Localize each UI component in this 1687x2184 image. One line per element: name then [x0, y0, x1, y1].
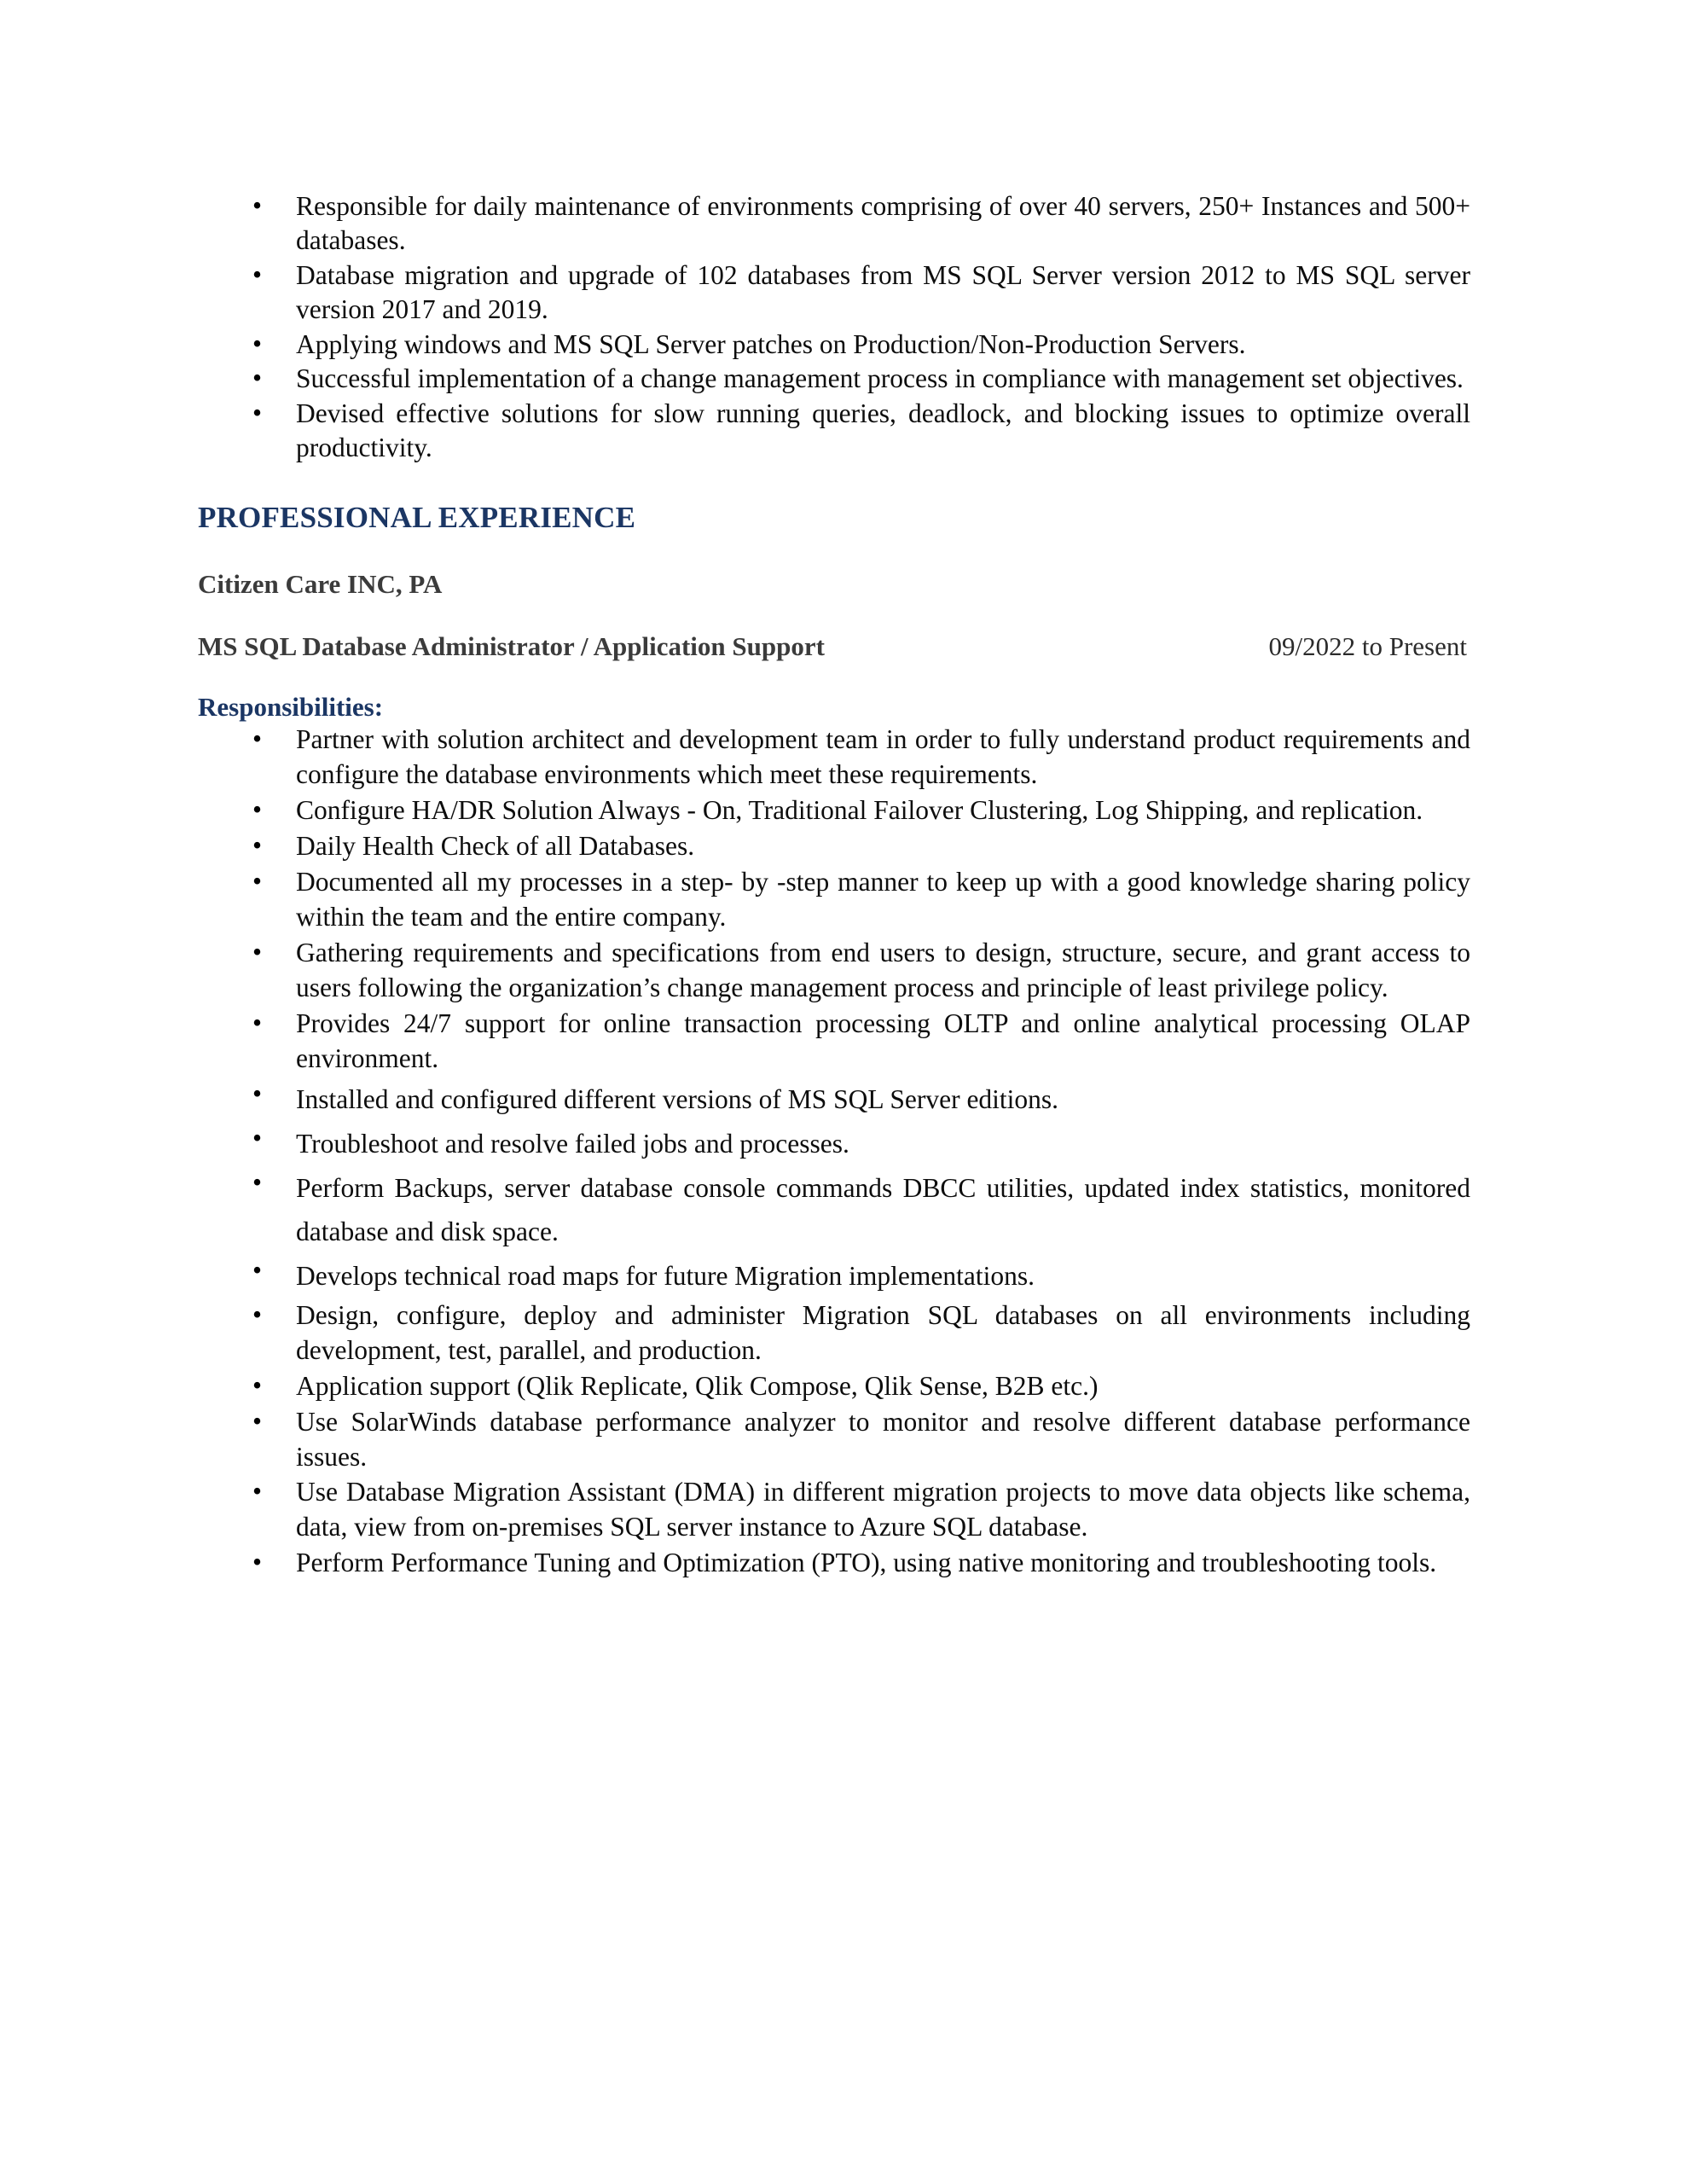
intro-bullet-item	[198, 328, 1470, 362]
responsibility-item	[198, 829, 1470, 864]
responsibility-item	[198, 1298, 1470, 1368]
responsibility-item	[198, 1254, 1470, 1298]
intro-bullet-item-text: • Database migration and upgrade of 102 databases from MS SQL Server version 2012 to MS SQL server version 2017 and 2019.	[296, 259, 1470, 325]
section-heading-professional-experience: PROFESSIONAL EXPERIENCE	[198, 500, 636, 534]
responsibility-item	[198, 1405, 1470, 1475]
responsibility-item-text: • Daily Health Check of all Databases.	[296, 831, 695, 862]
responsibility-item-text: • Use Database Migration Assistant (DMA) in different migration projects to move data objects like schema, data, view from on-premises SQL server instance to Azure SQL database.	[296, 1477, 1470, 1542]
responsibility-item	[198, 1369, 1470, 1404]
responsibility-item	[198, 1475, 1470, 1545]
responsibility-item-text: • Partner with solution architect and development team in order to fully understand product requirements and configure the database environments which meet these requirements.	[296, 724, 1470, 790]
page-content	[198, 189, 1470, 1582]
responsibility-item	[198, 1077, 1470, 1121]
intro-bullet-item	[198, 189, 1470, 258]
responsibility-item	[198, 865, 1470, 935]
responsibility-item-text: • Documented all my processes in a step- by -step manner to keep up with a good knowledge sharing policy within the team and the entire company.	[296, 867, 1470, 932]
responsibility-item-text: • Application support (Qlik Replicate, Qlik Compose, Qlik Sense, B2B etc.)	[296, 1370, 1099, 1401]
role-row	[198, 630, 1467, 662]
intro-bullet-item-text: • Responsible for daily maintenance of environments comprising of over 40 servers, 250+ Instances and 500+ databases.	[296, 191, 1470, 256]
responsibility-item	[198, 1122, 1470, 1165]
responsibility-item-text: • Use SolarWinds database performance analyzer to monitor and resolve different database performance issues.	[296, 1406, 1470, 1472]
responsibility-item	[198, 1546, 1470, 1581]
role-dates: 09/2022 to Present	[1268, 630, 1467, 661]
intro-bullet-item-text: • Applying windows and MS SQL Server patches on Production/Non-Production Servers.	[296, 328, 1246, 359]
responsibility-item-text: • Design, configure, deploy and administer Migration SQL databases on all environments including development, test, parallel, and production.	[296, 1299, 1470, 1365]
intro-bullet-item	[198, 258, 1470, 328]
responsibility-item	[198, 1007, 1470, 1077]
responsibility-item	[198, 936, 1470, 1006]
responsibility-item-text: • Configure HA/DR Solution Always - On, Traditional Failover Clustering, Log Shipping, and replication.	[296, 795, 1423, 826]
sub-heading-responsibilities: Responsibilities:	[198, 692, 384, 723]
responsibility-item	[198, 723, 1470, 793]
responsibility-item-text: • Provides 24/7 support for online transaction processing OLTP and online analytical processing OLAP environment.	[296, 1008, 1470, 1073]
responsibility-item-text: • Installed and configured different versions of MS SQL Server editions.	[296, 1083, 1059, 1114]
company-name: Citizen Care INC, PA	[198, 568, 443, 599]
responsibility-item-text: • Perform Performance Tuning and Optimization (PTO), using native monitoring and troubleshooting tools.	[296, 1548, 1437, 1578]
intro-bullet-item-text: • Devised effective solutions for slow running queries, deadlock, and blocking issues to optimize overall productivity.	[296, 398, 1470, 463]
intro-bullet-item	[198, 397, 1470, 466]
responsibility-item-text: • Gathering requirements and specifications from end users to design, structure, secure, and grant access to users following the organization’s change management process and principle of least privilege policy.	[296, 937, 1470, 1002]
responsibility-item	[198, 793, 1470, 828]
responsibility-item-text: • Troubleshoot and resolve failed jobs and processes.	[296, 1128, 849, 1159]
responsibility-item-text: • Develops technical road maps for future Migration implementations.	[296, 1260, 1035, 1291]
intro-bullet-list	[198, 189, 1470, 466]
responsibilities-bullet-list	[198, 723, 1470, 1581]
role-title: MS SQL Database Administrator / Application Support	[198, 630, 825, 661]
intro-bullet-item-text: • Successful implementation of a change management process in compliance with management set objectives.	[296, 363, 1464, 394]
responsibility-item	[198, 1166, 1470, 1253]
responsibility-item-text: • Perform Backups, server database console commands DBCC utilities, updated index statistics, monitored database and disk space.	[296, 1172, 1470, 1246]
intro-bullet-item	[198, 362, 1470, 396]
